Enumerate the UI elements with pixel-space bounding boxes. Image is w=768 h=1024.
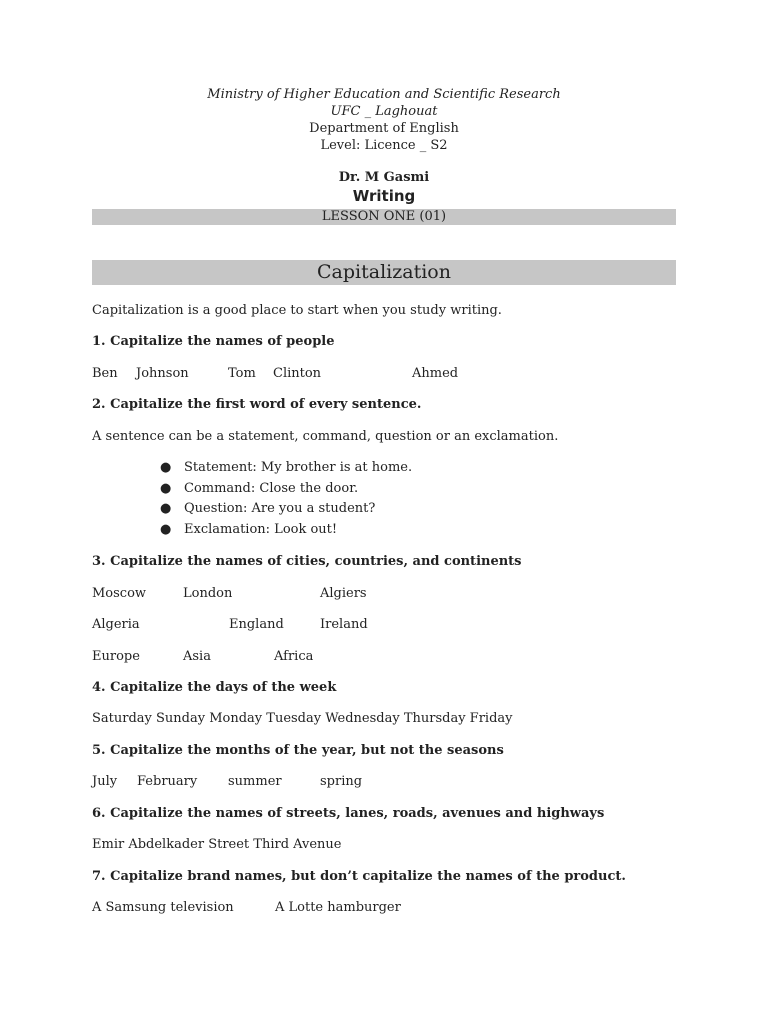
university-line: UFC _ Laghouat xyxy=(330,104,438,119)
example-word: Tom xyxy=(228,366,256,381)
example-phrase: A Samsung television xyxy=(92,900,234,915)
rule-6-heading: 6. Capitalize the names of streets, lanes, roads, avenues and highways xyxy=(92,806,605,821)
intro-text: Capitalization is a good place to start when you study writing. xyxy=(92,303,502,318)
example-word: Moscow xyxy=(92,586,147,601)
sentence-type-list xyxy=(160,459,412,541)
example-word: England xyxy=(229,617,284,632)
example-word: Ahmed xyxy=(412,366,459,381)
bullet-icon: ● xyxy=(160,501,172,516)
list-item: ● Command: Close the door. xyxy=(160,480,359,496)
example-word: Ireland xyxy=(320,617,368,632)
example-word: London xyxy=(183,586,233,601)
example-word: Asia xyxy=(183,649,211,664)
example-word: Algeria xyxy=(92,617,140,632)
example-word: summer xyxy=(228,774,282,789)
example-word: Ben xyxy=(92,366,118,381)
bullet-icon: ● xyxy=(160,480,172,496)
example-word: Europe xyxy=(92,649,140,664)
example-word: Clinton xyxy=(273,366,322,381)
bullet-icon: ● xyxy=(160,521,172,537)
lesson-band: LESSON ONE (01) xyxy=(92,209,676,225)
example-word: Johnson xyxy=(136,366,189,381)
ministry-line: Ministry of Higher Education and Scientific Research xyxy=(207,87,561,102)
author-name: Dr. M Gasmi xyxy=(338,170,430,185)
rule-1-heading: 1. Capitalize the names of people xyxy=(92,334,335,349)
example-word: spring xyxy=(320,774,363,789)
example-word: February xyxy=(137,774,198,789)
rule-3-heading: 3. Capitalize the names of cities, countries, and continents xyxy=(92,554,522,569)
list-item: ● Exclamation: Look out! xyxy=(160,521,338,537)
rule-5-heading: 5. Capitalize the months of the year, but not the seasons xyxy=(92,743,504,758)
list-item: ● Statement: My brother is at home. xyxy=(160,460,413,475)
department-line: Department of English xyxy=(309,121,459,136)
rule-2-text: A sentence can be a statement, command, question or an exclamation. xyxy=(92,429,559,444)
rule-2-heading: 2. Capitalize the first word of every sentence. xyxy=(92,397,422,412)
level-line: Level: Licence _ S2 xyxy=(320,138,448,153)
page-title: Capitalization xyxy=(92,260,676,285)
example-word: Algiers xyxy=(320,586,367,601)
rule-4-text: Saturday Sunday Monday Tuesday Wednesday Thursday Friday xyxy=(92,711,513,726)
rule-4-heading: 4. Capitalize the days of the week xyxy=(92,680,337,695)
rule-7-heading: 7. Capitalize brand names, but don’t capitalize the names of the product. xyxy=(92,869,626,884)
subject-title: Writing xyxy=(352,187,416,205)
example-word: Africa xyxy=(274,649,314,664)
example-word: July xyxy=(92,774,118,789)
example-phrase: A Lotte hamburger xyxy=(275,900,401,915)
list-item: ● Question: Are you a student? xyxy=(160,501,376,516)
bullet-icon: ● xyxy=(160,460,172,475)
rule-6-text: Emir Abdelkader Street Third Avenue xyxy=(92,837,342,852)
